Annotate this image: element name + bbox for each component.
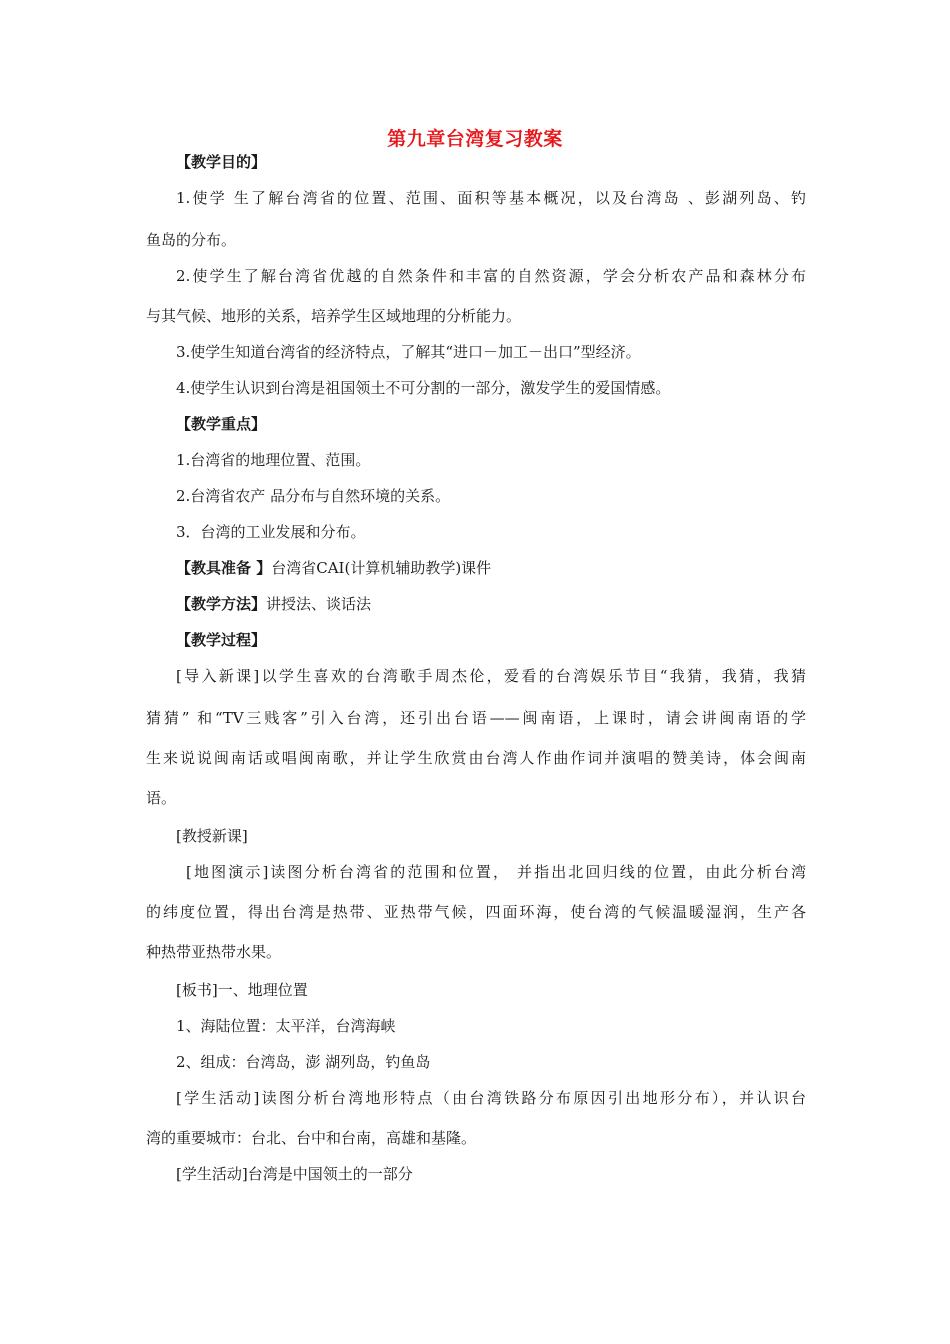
materials-text: 台湾省CAI(计算机辅助教学)课件 bbox=[271, 559, 492, 577]
process-heading: 【教学过程】 bbox=[176, 631, 267, 649]
methods-line bbox=[176, 594, 806, 614]
activity-2: [学生活动]台湾是中国领土的一部分 bbox=[176, 1165, 413, 1183]
objective-2-line-2: 与其气候、地形的关系，培养学生区域地理的分析能力。 bbox=[146, 307, 522, 325]
map-demo-line-1: [地图演示]读图分析台湾省的范围和位置， 并指出北回归线的位置，由此分析台湾 bbox=[186, 863, 806, 881]
activity-1-line-2: 湾的重要城市：台北、台中和台南，高雄和基隆。 bbox=[146, 1129, 477, 1147]
key-point-3: 3．台湾的工业发展和分布。 bbox=[176, 523, 366, 541]
methods-heading: 【教学方法】 bbox=[176, 595, 267, 613]
key-point-1: 1.台湾省的地理位置、范围。 bbox=[176, 451, 371, 469]
board-item-2: 2、组成：台湾岛，澎 湖列岛，钓鱼岛 bbox=[176, 1053, 431, 1071]
materials-heading: 【教具准备 】 bbox=[176, 559, 272, 577]
materials-line bbox=[176, 558, 806, 578]
key-point-2: 2.台湾省农产 品分布与自然环境的关系。 bbox=[176, 487, 451, 505]
objective-4: 4.使学生认识到台湾是祖国领土不可分割的一部分，激发学生的爱国情感。 bbox=[176, 379, 671, 397]
objective-3: 3.使学生知道台湾省的经济特点，了解其“进口－加工－出口”型经济。 bbox=[176, 343, 641, 361]
activity-1-line-1: [学生活动]读图分析台湾地形特点（由台湾铁路分布原因引出地形分布），并认识台 bbox=[176, 1089, 806, 1107]
objective-1-line-1: 1.使学 生了解台湾省的位置、范围、面积等基本概况，以及台湾岛 、彭湖列岛、钓 bbox=[176, 189, 806, 207]
intro-line-1: [导入新课]以学生喜欢的台湾歌手周杰伦，爱看的台湾娱乐节目“我猜，我猜，我猜 bbox=[176, 667, 806, 685]
intro-line-3: 生来说说闽南话或唱闽南歌，并让学生欣赏由台湾人作曲作词并演唱的赞美诗，体会闽南 bbox=[146, 749, 806, 767]
objective-1-line-2: 鱼岛的分布。 bbox=[146, 231, 237, 249]
intro-line-4: 语。 bbox=[146, 789, 177, 807]
board-heading: [板书]一、地理位置 bbox=[176, 981, 308, 999]
map-demo-line-3: 种热带亚热带水果。 bbox=[146, 943, 282, 961]
key-points-heading: 【教学重点】 bbox=[176, 415, 267, 433]
intro-line-2: 猜猜” 和“TV三贱客”引入台湾，还引出台语——闽南语，上课时，请会讲闽南语的学 bbox=[146, 709, 806, 727]
methods-text: 讲授法、谈话法 bbox=[266, 595, 372, 613]
objectives-heading: 【教学目的】 bbox=[176, 153, 267, 171]
objective-2-line-1: 2.使学生了解台湾省优越的自然条件和丰富的自然资源，学会分析农产品和森林分布 bbox=[176, 267, 806, 285]
board-item-1: 1、海陆位置：太平洋，台湾海峡 bbox=[176, 1017, 396, 1035]
map-demo-line-2: 的纬度位置，得出台湾是热带、亚热带气候，四面环海，使台湾的气候温暖湿润，生产各 bbox=[146, 903, 806, 921]
new-lesson-label: [教授新课] bbox=[176, 827, 248, 845]
document-title: 第九章台湾复习教案 bbox=[387, 128, 563, 150]
